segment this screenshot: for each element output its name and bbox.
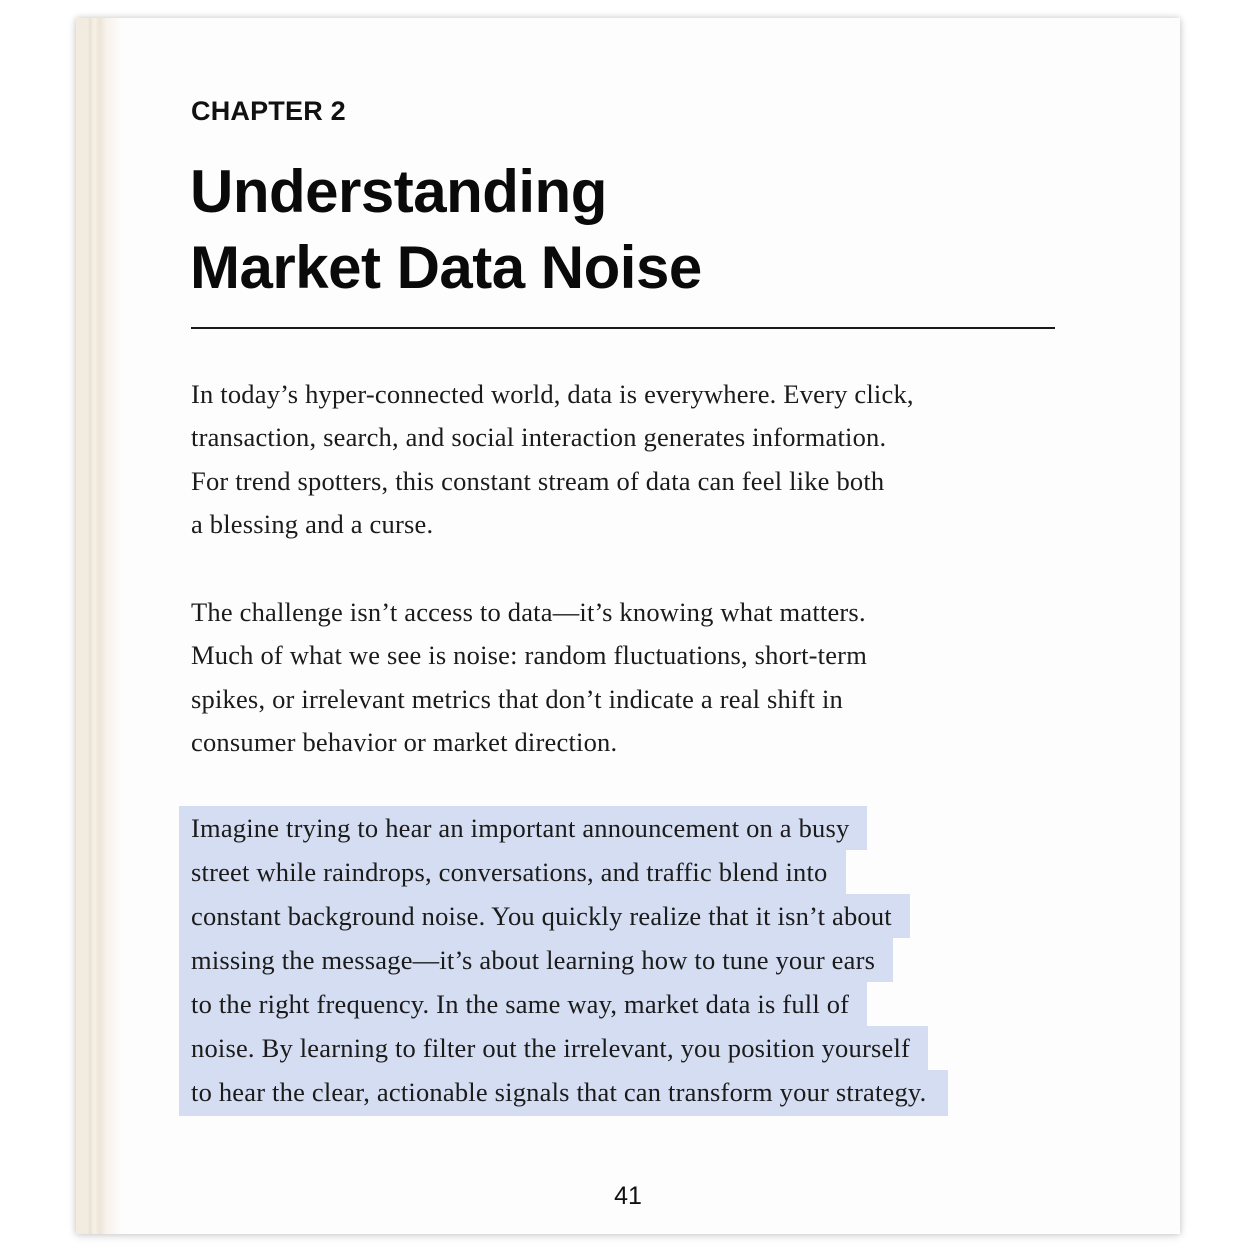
text-line[interactable]: For trend spotters, this constant stream of data can feel like both: [191, 465, 885, 496]
highlighted-paragraph[interactable]: [191, 806, 948, 1116]
page-number: 41: [614, 1182, 642, 1210]
highlighted-text-line[interactable]: to hear the clear, actionable signals that can transform your strategy.: [179, 1070, 948, 1116]
text-line[interactable]: spikes, or irrelevant metrics that don’t indicate a real shift in: [191, 683, 843, 714]
page-spine-edge: [76, 18, 122, 1234]
highlighted-text-line[interactable]: street while raindrops, conversations, and traffic blend into: [179, 850, 846, 894]
highlighted-text-line[interactable]: noise. By learning to filter out the irrelevant, you position yourself: [179, 1026, 928, 1070]
chapter-title: [190, 154, 702, 306]
text-line[interactable]: transaction, search, and social interaction generates information.: [191, 422, 887, 453]
chapter-title-line: Market Data Noise: [190, 234, 702, 301]
paragraph[interactable]: [191, 373, 914, 546]
title-divider: [191, 327, 1055, 329]
highlighted-text-line[interactable]: constant background noise. You quickly realize that it isn’t about: [179, 894, 910, 938]
paragraph[interactable]: [191, 591, 867, 764]
highlighted-text-line[interactable]: missing the message—it’s about learning how to tune your ears: [179, 938, 893, 982]
chapter-title-line: Understanding: [190, 158, 607, 225]
text-line[interactable]: Much of what we see is noise: random fluctuations, short-term: [191, 640, 868, 671]
text-line[interactable]: consumer behavior or market direction.: [191, 726, 618, 757]
text-line[interactable]: In today’s hyper-connected world, data is everywhere. Every click,: [191, 379, 914, 409]
highlighted-text-line[interactable]: Imagine trying to hear an important announcement on a busy: [179, 806, 867, 850]
text-line[interactable]: a blessing and a curse.: [191, 508, 434, 539]
book-page: [76, 18, 1180, 1234]
chapter-label: CHAPTER 2: [191, 96, 346, 126]
text-line[interactable]: The challenge isn’t access to data—it’s knowing what matters.: [191, 597, 866, 627]
highlighted-text-line[interactable]: to the right frequency. In the same way, market data is full of: [179, 982, 867, 1026]
